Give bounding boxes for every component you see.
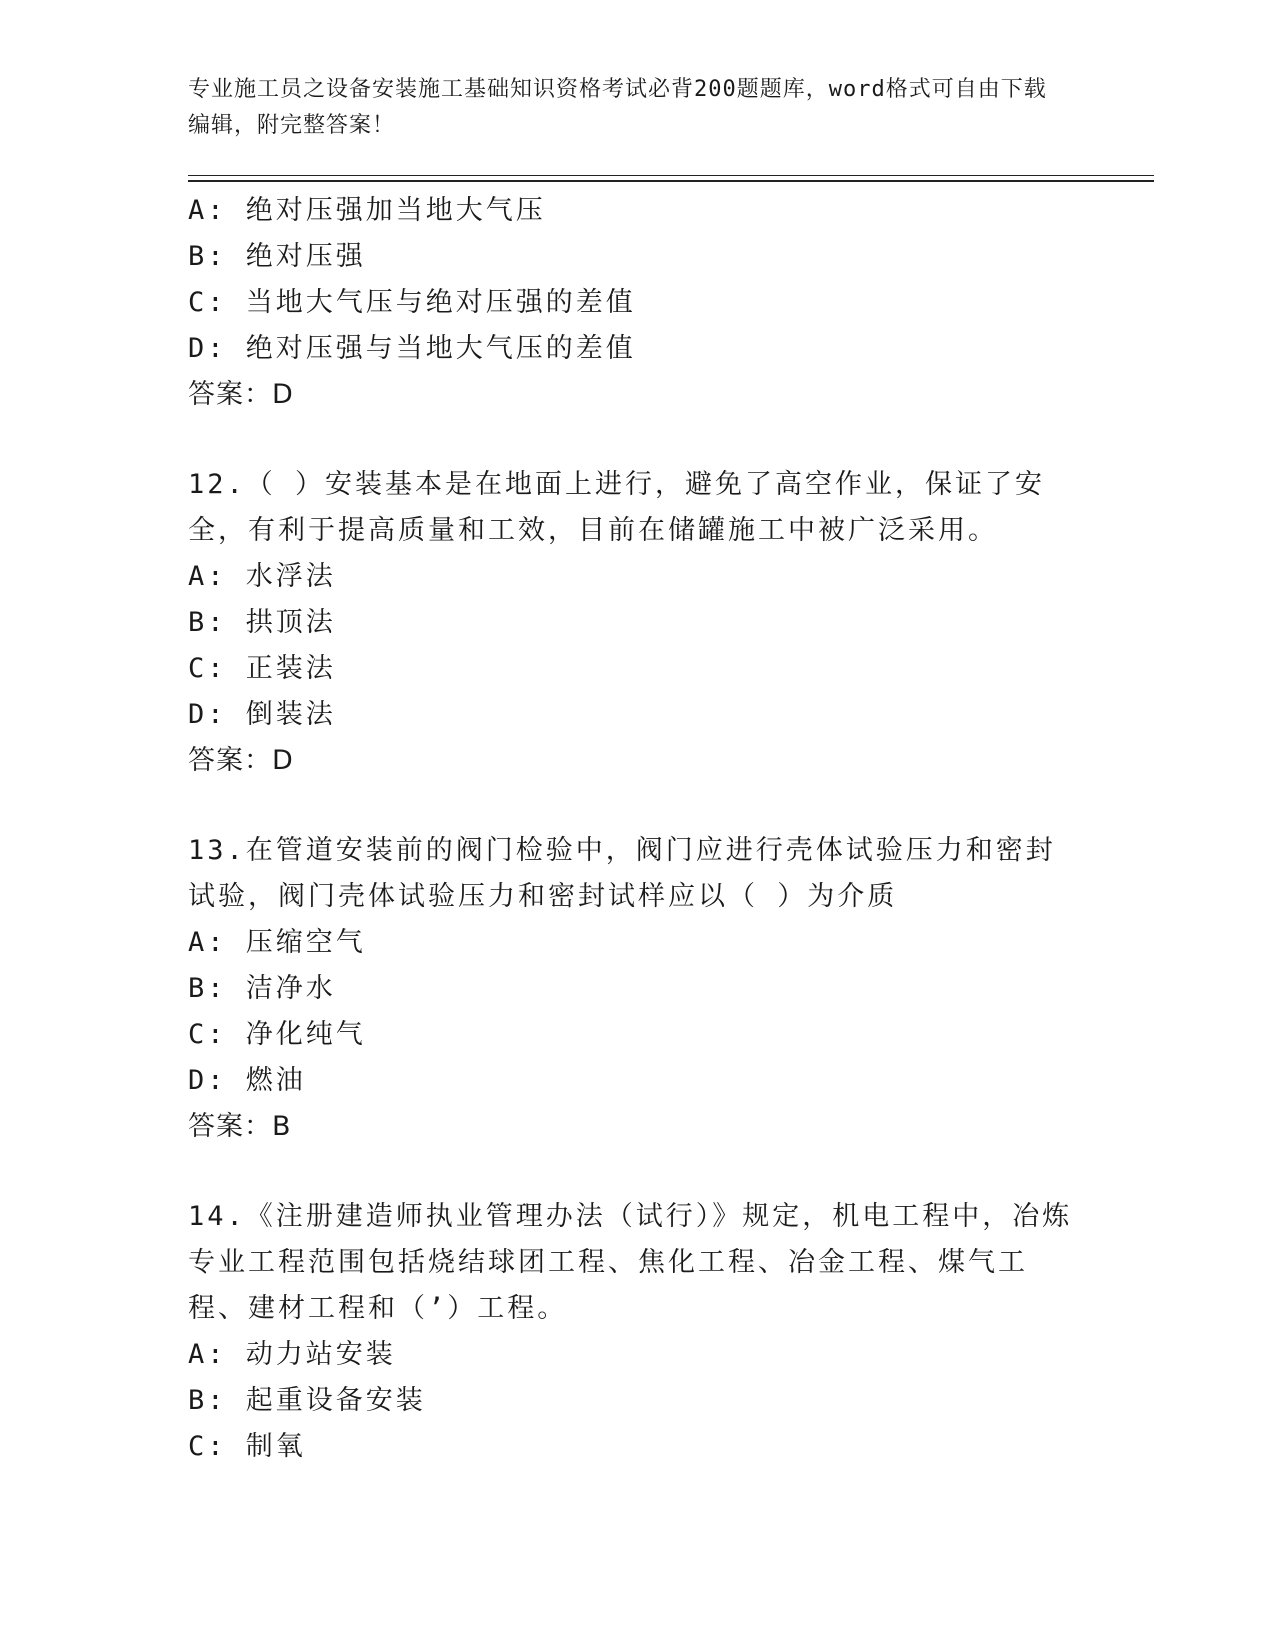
question-11-continued [188, 188, 1088, 418]
option-c: C: 正装法 [188, 653, 336, 684]
option-a: A: 动力站安装 [188, 1339, 396, 1370]
option-d: D: 倒装法 [188, 699, 336, 730]
option-d: D: 燃油 [188, 1065, 306, 1096]
option-a: A: 水浮法 [188, 561, 336, 592]
question-12 [188, 462, 1088, 784]
question-stem: 12.（ ）安装基本是在地面上进行，避免了高空作业，保证了安全，有利于提高质量和工效，目前在储罐施工中被广泛采用。 [188, 469, 1046, 546]
question-stem: 14.《注册建造师执业管理办法（试行）》规定，机电工程中，冶炼专业工程范围包括烧结球团工程、焦化工程、冶金工程、煤气工程、建材工程和（’）工程。 [188, 1201, 1073, 1324]
option-b: B: 绝对压强 [188, 241, 366, 272]
option-d: D: 绝对压强与当地大气压的差值 [188, 333, 636, 364]
question-14 [188, 1194, 1088, 1470]
header-rule-thick [188, 180, 1154, 182]
option-c: C: 制氧 [188, 1431, 306, 1462]
option-a: A: 压缩空气 [188, 927, 366, 958]
question-13 [188, 828, 1088, 1150]
spacer [188, 418, 1088, 462]
option-b: B: 拱顶法 [188, 607, 336, 638]
document-header: 专业施工员之设备安装施工基础知识资格考试必背200题题库，word格式可自由下载编辑，附完整答案！ [188, 77, 1047, 138]
header-rule-thin [188, 175, 1154, 176]
option-a: A: 绝对压强加当地大气压 [188, 195, 546, 226]
answer: 答案：D [188, 379, 294, 410]
spacer [188, 784, 1088, 828]
answer: 答案：D [188, 745, 294, 776]
question-stem: 13.在管道安装前的阀门检验中，阀门应进行壳体试验压力和密封试验，阀门壳体试验压力和密封试样应以（ ）为介质 [188, 835, 1056, 912]
option-c: C: 当地大气压与绝对压强的差值 [188, 287, 636, 318]
spacer [188, 1150, 1088, 1194]
option-c: C: 净化纯气 [188, 1019, 366, 1050]
option-b: B: 起重设备安装 [188, 1385, 426, 1416]
question-list [188, 188, 1088, 1470]
option-b: B: 洁净水 [188, 973, 336, 1004]
answer: 答案：B [188, 1111, 292, 1142]
